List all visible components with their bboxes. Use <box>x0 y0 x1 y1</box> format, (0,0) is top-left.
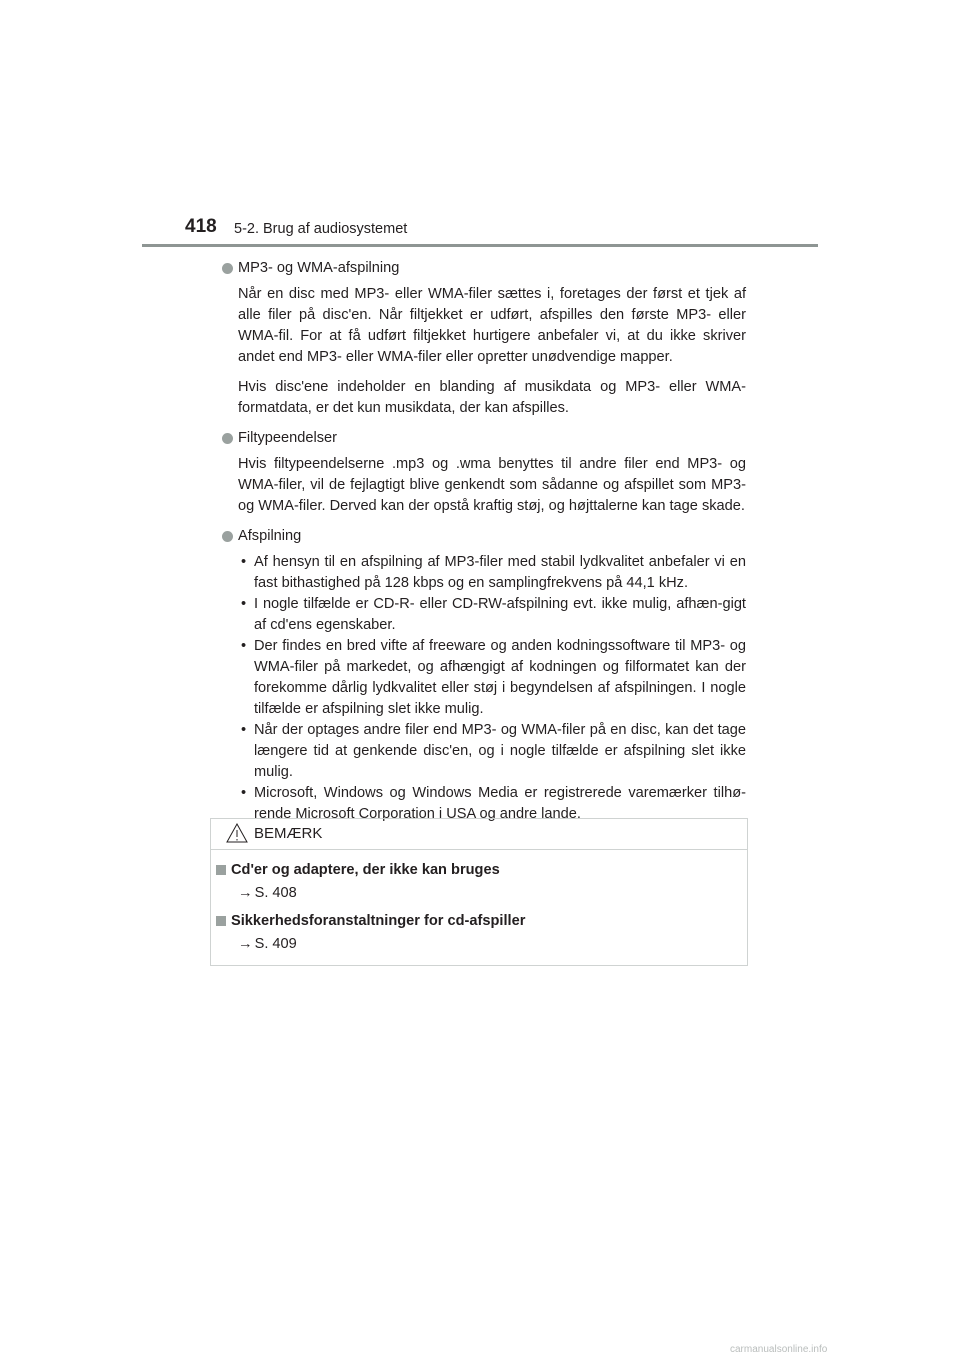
bullet-icon: • <box>241 638 247 654</box>
notice-body <box>211 850 747 955</box>
playback-list <box>222 552 746 825</box>
notice-header <box>211 819 747 850</box>
bullet-dot-icon <box>222 263 233 274</box>
paragraph: Hvis disc'ene indeholder en blanding af musikdata og MP3- eller WMA-formatdata, er det kun musikdata, der kan afspilles. <box>238 379 746 416</box>
section-filetypes <box>222 428 746 517</box>
page-number: 418 <box>185 216 217 237</box>
page-reference-text: S. 409 <box>254 936 297 952</box>
page-reference-text: S. 408 <box>254 885 297 901</box>
notice-title: BEMÆRK <box>254 825 323 842</box>
list-item <box>238 594 746 636</box>
bullet-dot-icon <box>222 433 233 444</box>
square-bullet-icon <box>216 916 226 926</box>
heading-text: MP3- og WMA-afspilning <box>238 260 400 276</box>
watermark: carmanualsonline.info <box>730 1344 828 1355</box>
bullet-icon: • <box>241 785 247 801</box>
section-heading <box>222 428 746 449</box>
list-item-text: Når der optages andre filer end MP3- og WMA-filer på en disc, kan det tage længere tid at genkende disc'en, og i nogle tilfælde er afspilning slet ikke mulig. <box>254 722 746 780</box>
warning-triangle-icon <box>226 823 248 843</box>
list-item-text: I nogle tilfælde er CD-R- eller CD-RW-afspilning evt. ikke mulig, afhæn-gigt af cd'ens egenskaber. <box>254 596 746 633</box>
list-item-text: Af hensyn til en afspilning af MP3-filer med stabil lydkvalitet anbefaler vi en fast bithastighed på 128 kbps og en samplingfrekvens på 44,1 kHz. <box>254 554 746 591</box>
main-content <box>222 254 746 834</box>
square-bullet-icon <box>216 865 226 875</box>
heading-text: Filtypeendelser <box>238 430 337 446</box>
bullet-dot-icon <box>222 531 233 542</box>
section-heading <box>222 526 746 547</box>
header-rule <box>142 244 818 247</box>
list-item-text: Der findes en bred vifte af freeware og anden kodningssoftware til MP3- og WMA-filer på markedet, og afhængigt af kodningen og filformatet kan der forekomme dårlig lydkvalitet eller støj i begyndelsen af afspilningen. I nogle tilfælde er afspilning slet ikke mulig. <box>254 638 746 717</box>
bullet-icon: • <box>241 722 247 738</box>
notice-item-heading-text: Cd'er og adaptere, der ikke kan bruges <box>231 862 500 878</box>
list-item <box>238 552 746 594</box>
bullet-icon: • <box>241 554 247 570</box>
paragraph: Når en disc med MP3- eller WMA-filer sættes i, foretages der først et tjek af alle filer på disc'en. Når filtjekket er udført, afspilles den første MP3- eller WMA-fil. For at få udført filtjekket hurtigere anbefaler vi, at du ikke skriver andet end MP3- eller WMA-filer eller opretter unødvendige mapper. <box>238 286 746 365</box>
notice-item-heading <box>216 860 747 881</box>
list-item <box>238 636 746 720</box>
bullet-icon: • <box>241 596 247 612</box>
section-heading <box>222 258 746 279</box>
section-playback <box>222 526 746 825</box>
page-reference[interactable] <box>216 934 747 955</box>
notice-box <box>210 818 748 966</box>
page-reference[interactable] <box>216 883 747 904</box>
notice-item-heading <box>216 911 747 932</box>
arrow-right-icon: → <box>238 936 253 952</box>
list-item <box>238 720 746 783</box>
section-mp3-wma <box>222 258 746 419</box>
heading-text: Afspilning <box>238 528 302 544</box>
notice-item-heading-text: Sikkerhedsforanstaltninger for cd-afspiller <box>231 913 526 929</box>
paragraph: Hvis filtypeendelserne .mp3 og .wma benyttes til andre filer end MP3- og WMA-filer, vil de fejlagtigt blive genkendt som sådanne og afspillet som MP3- og WMA-filer. Derved kan der opstå kraftig støj, og højttalerne kan tage skade. <box>238 456 746 514</box>
list-item-text: Microsoft, Windows og Windows Media er registrerede varemærker tilhø-rende Microsoft Corporation i USA og andre lande. <box>254 785 746 822</box>
arrow-right-icon: → <box>238 885 253 901</box>
section-title: 5-2. Brug af audiosystemet <box>234 221 408 237</box>
